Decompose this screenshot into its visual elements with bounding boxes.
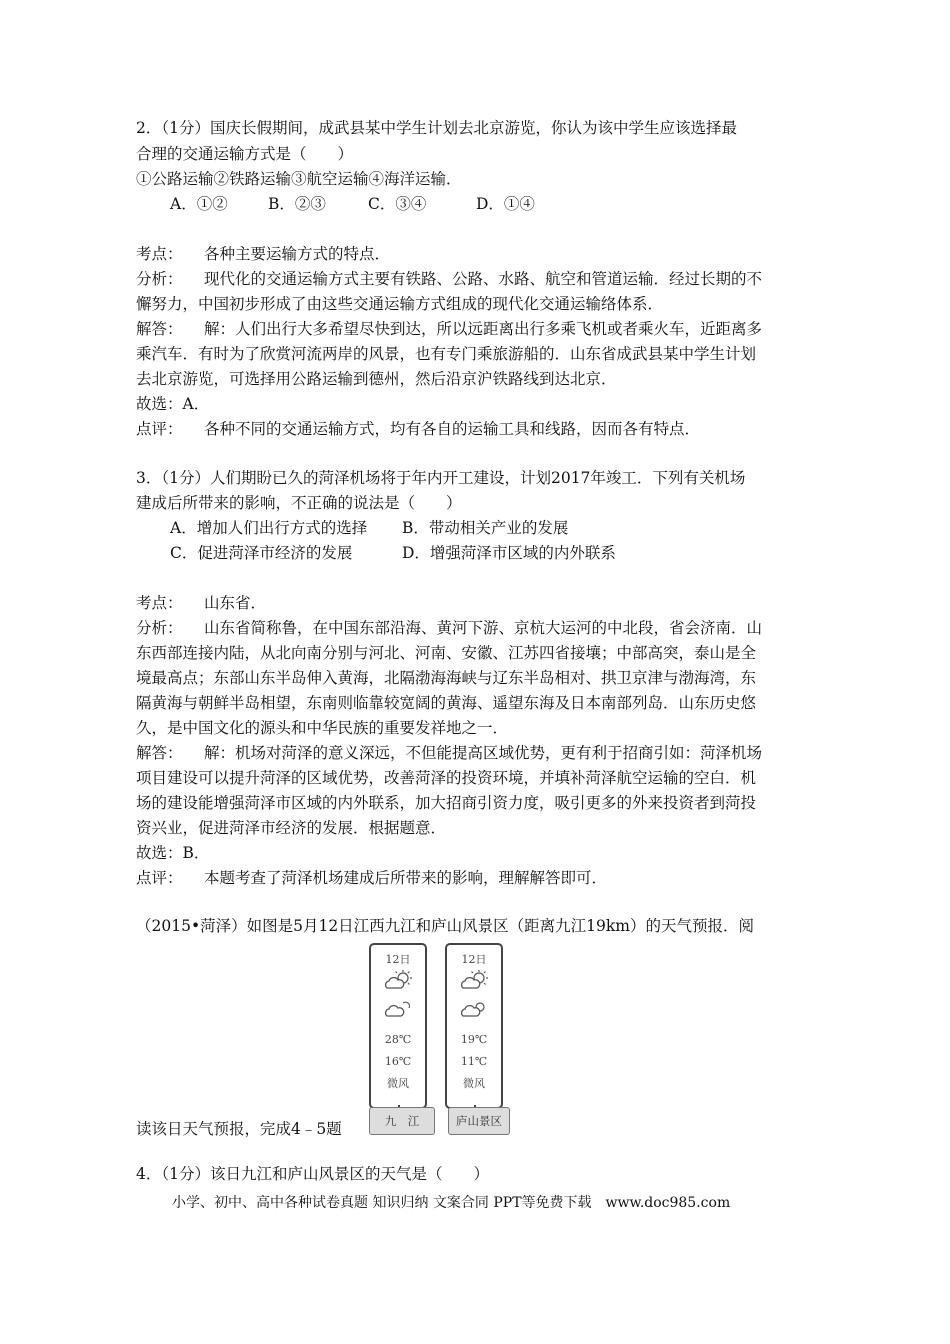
dianping-label: 点评： (136, 869, 183, 887)
q2-fenxi (136, 268, 762, 290)
dianping-text: 各种不同的交通运输方式，均有各自的运输工具和线路，因而各有特点． (204, 420, 701, 438)
forecast-wind: 微风 (463, 1077, 485, 1090)
forecast-date: 12日 (461, 953, 487, 966)
q2-option-d: D．①④ (476, 195, 535, 213)
q2-fenxi-line-2: 懈努力，中国初步形成了由这些交通运输方式组成的现代化交通运输络体系． (136, 295, 664, 313)
q3-option-d: D．增强菏泽市区域的内外联系 (402, 544, 616, 562)
footer-text: 小学、初中、高中各种试卷真题 知识归纳 文案合同 PPT等免费下载 www.doc985.com (172, 1195, 731, 1211)
jieda-text: 解：机场对菏泽的意义深远，不但能提高区域优势，更有利于招商引如：菏泽机场 (204, 744, 763, 762)
q3-fenxi-line-3: 境最高点；东部山东半岛伸入黄海，北隔渤海海峡与辽东半岛相对、拱卫京津与渤海湾，东 (136, 669, 757, 687)
q2-answer: 故选：A． (136, 395, 210, 413)
q2-stem-line-3: ①公路运输②铁路运输③航空运输④海洋运输． (136, 170, 462, 188)
q4-stem: 4．（1分）该日九江和庐山风景区的天气是（ ） (136, 1165, 489, 1183)
jieda-label: 解答： (136, 320, 183, 338)
dianping-label: 点评： (136, 420, 183, 438)
jieda-text: 解：人们出行大多希望尽快到达，所以远距离出行多乘飞机或者乘火车，近距离多 (204, 320, 763, 338)
forecast-high-temp: 19℃ (460, 1033, 488, 1046)
q2-jieda-line-2: 乘汽车．有时为了欣赏河流两岸的风景，也有专门乘旅游船的．山东省成武县某中学生计划 (136, 345, 757, 363)
fenxi-text: 现代化的交通运输方式主要有铁路、公路、水路、航空和管道运输．经过长期的不 (204, 270, 763, 288)
q2-jieda (136, 318, 762, 340)
fenxi-label: 分析： (136, 619, 183, 637)
q3-option-c: C．促进菏泽市经济的发展 (170, 544, 353, 562)
forecast-panel-jiujiang (369, 943, 427, 1109)
forecast-panel-lushan (445, 943, 503, 1109)
forecast-high-temp: 28℃ (384, 1033, 412, 1046)
material-after: 读该日天气预报，完成4﹣5题 (136, 1120, 342, 1138)
partly-cloudy-icon (459, 997, 489, 1019)
sunny-cloudy-icon (383, 969, 413, 991)
jieda-label: 解答： (136, 744, 183, 762)
forecast-tag-jiujiang: 九 江 (369, 1107, 435, 1135)
dianping-text: 本题考查了菏泽机场建成后所带来的影响，理解解答即可． (204, 869, 608, 887)
q3-jieda-line-4: 资兴业，促进菏泽市经济的发展．根据题意． (136, 819, 447, 837)
q2-jieda-line-3: 去北京游览，可选择用公路运输到德州，然后沿京沪铁路线到达北京． (136, 370, 617, 388)
q2-options (170, 193, 535, 215)
q3-answer: 故选：B． (136, 844, 210, 862)
forecast-low-temp: 16℃ (384, 1055, 412, 1068)
cloudy-icon (383, 997, 413, 1019)
fenxi-label: 分析： (136, 270, 183, 288)
q3-dianping (136, 867, 607, 889)
q3-jieda (136, 742, 762, 764)
q2-kaodian (136, 243, 390, 265)
q3-stem-line-2: 建成后所带来的影响，不正确的说法是（ ） (136, 494, 462, 512)
q3-kaodian (136, 592, 266, 614)
q3-stem-line-1: 3．（1分）人们期盼已久的菏泽机场将于年内开工建设，计划2017年竣工．下列有关机场 (136, 469, 746, 487)
q3-option-b: B．带动相关产业的发展 (402, 519, 569, 537)
forecast-tag-lushan: 庐山景区 (448, 1107, 510, 1135)
forecast-low-temp: 11℃ (460, 1055, 488, 1068)
q2-option-b: B．②③ (268, 195, 326, 213)
q3-options-row-1 (170, 517, 568, 539)
q2-option-c: C．③④ (368, 195, 427, 213)
kaodian-label: 考点： (136, 594, 183, 612)
forecast-wind: 微风 (387, 1077, 409, 1090)
sunny-cloudy-icon (459, 969, 489, 991)
q3-option-a: A．增加人们出行方式的选择 (170, 519, 368, 537)
q3-jieda-line-3: 场的建设能增强菏泽市区域的内外联系，加大招商引资力度，吸引更多的外来投资者到菏投 (136, 794, 757, 812)
kaodian-text: 各种主要运输方式的特点． (204, 245, 391, 263)
q3-fenxi (136, 617, 762, 639)
q2-stem-line-1: 2．（1分）国庆长假期间，成武县某中学生计划去北京游览，你认为该中学生应该选择最 (136, 119, 737, 137)
q2-dianping (136, 418, 700, 440)
forecast-date: 12日 (385, 953, 411, 966)
kaodian-text: 山东省． (204, 594, 267, 612)
fenxi-text: 山东省简称鲁，在中国东部沿海、黄河下游、京杭大运河的中北段，省会济南．山 (204, 619, 763, 637)
q3-fenxi-line-5: 久，是中国文化的源头和中华民族的重要发祥地之一． (136, 719, 509, 737)
q2-option-a: A．①② (170, 195, 228, 213)
q3-fenxi-line-2: 东西部连接内陆，从北向南分别与河北、河南、安徽、江苏四省接壤；中部高突，泰山是全 (136, 644, 757, 662)
q3-options-row-2 (170, 542, 616, 564)
q3-fenxi-line-4: 隔黄海与朝鲜半岛相望，东南则临靠较宽阔的黄海、遥望东海及日本南部列岛．山东历史悠 (136, 694, 757, 712)
q2-stem-line-2: 合理的交通运输方式是（ ） (136, 145, 354, 163)
kaodian-label: 考点： (136, 245, 183, 263)
q3-jieda-line-2: 项目建设可以提升菏泽的区域优势，改善菏泽的投资环境，并填补菏泽航空运输的空白．机 (136, 769, 757, 787)
material-intro: （2015•菏泽）如图是5月12日江西九江和庐山风景区（距离九江19km）的天气预报．阅 (136, 917, 754, 935)
